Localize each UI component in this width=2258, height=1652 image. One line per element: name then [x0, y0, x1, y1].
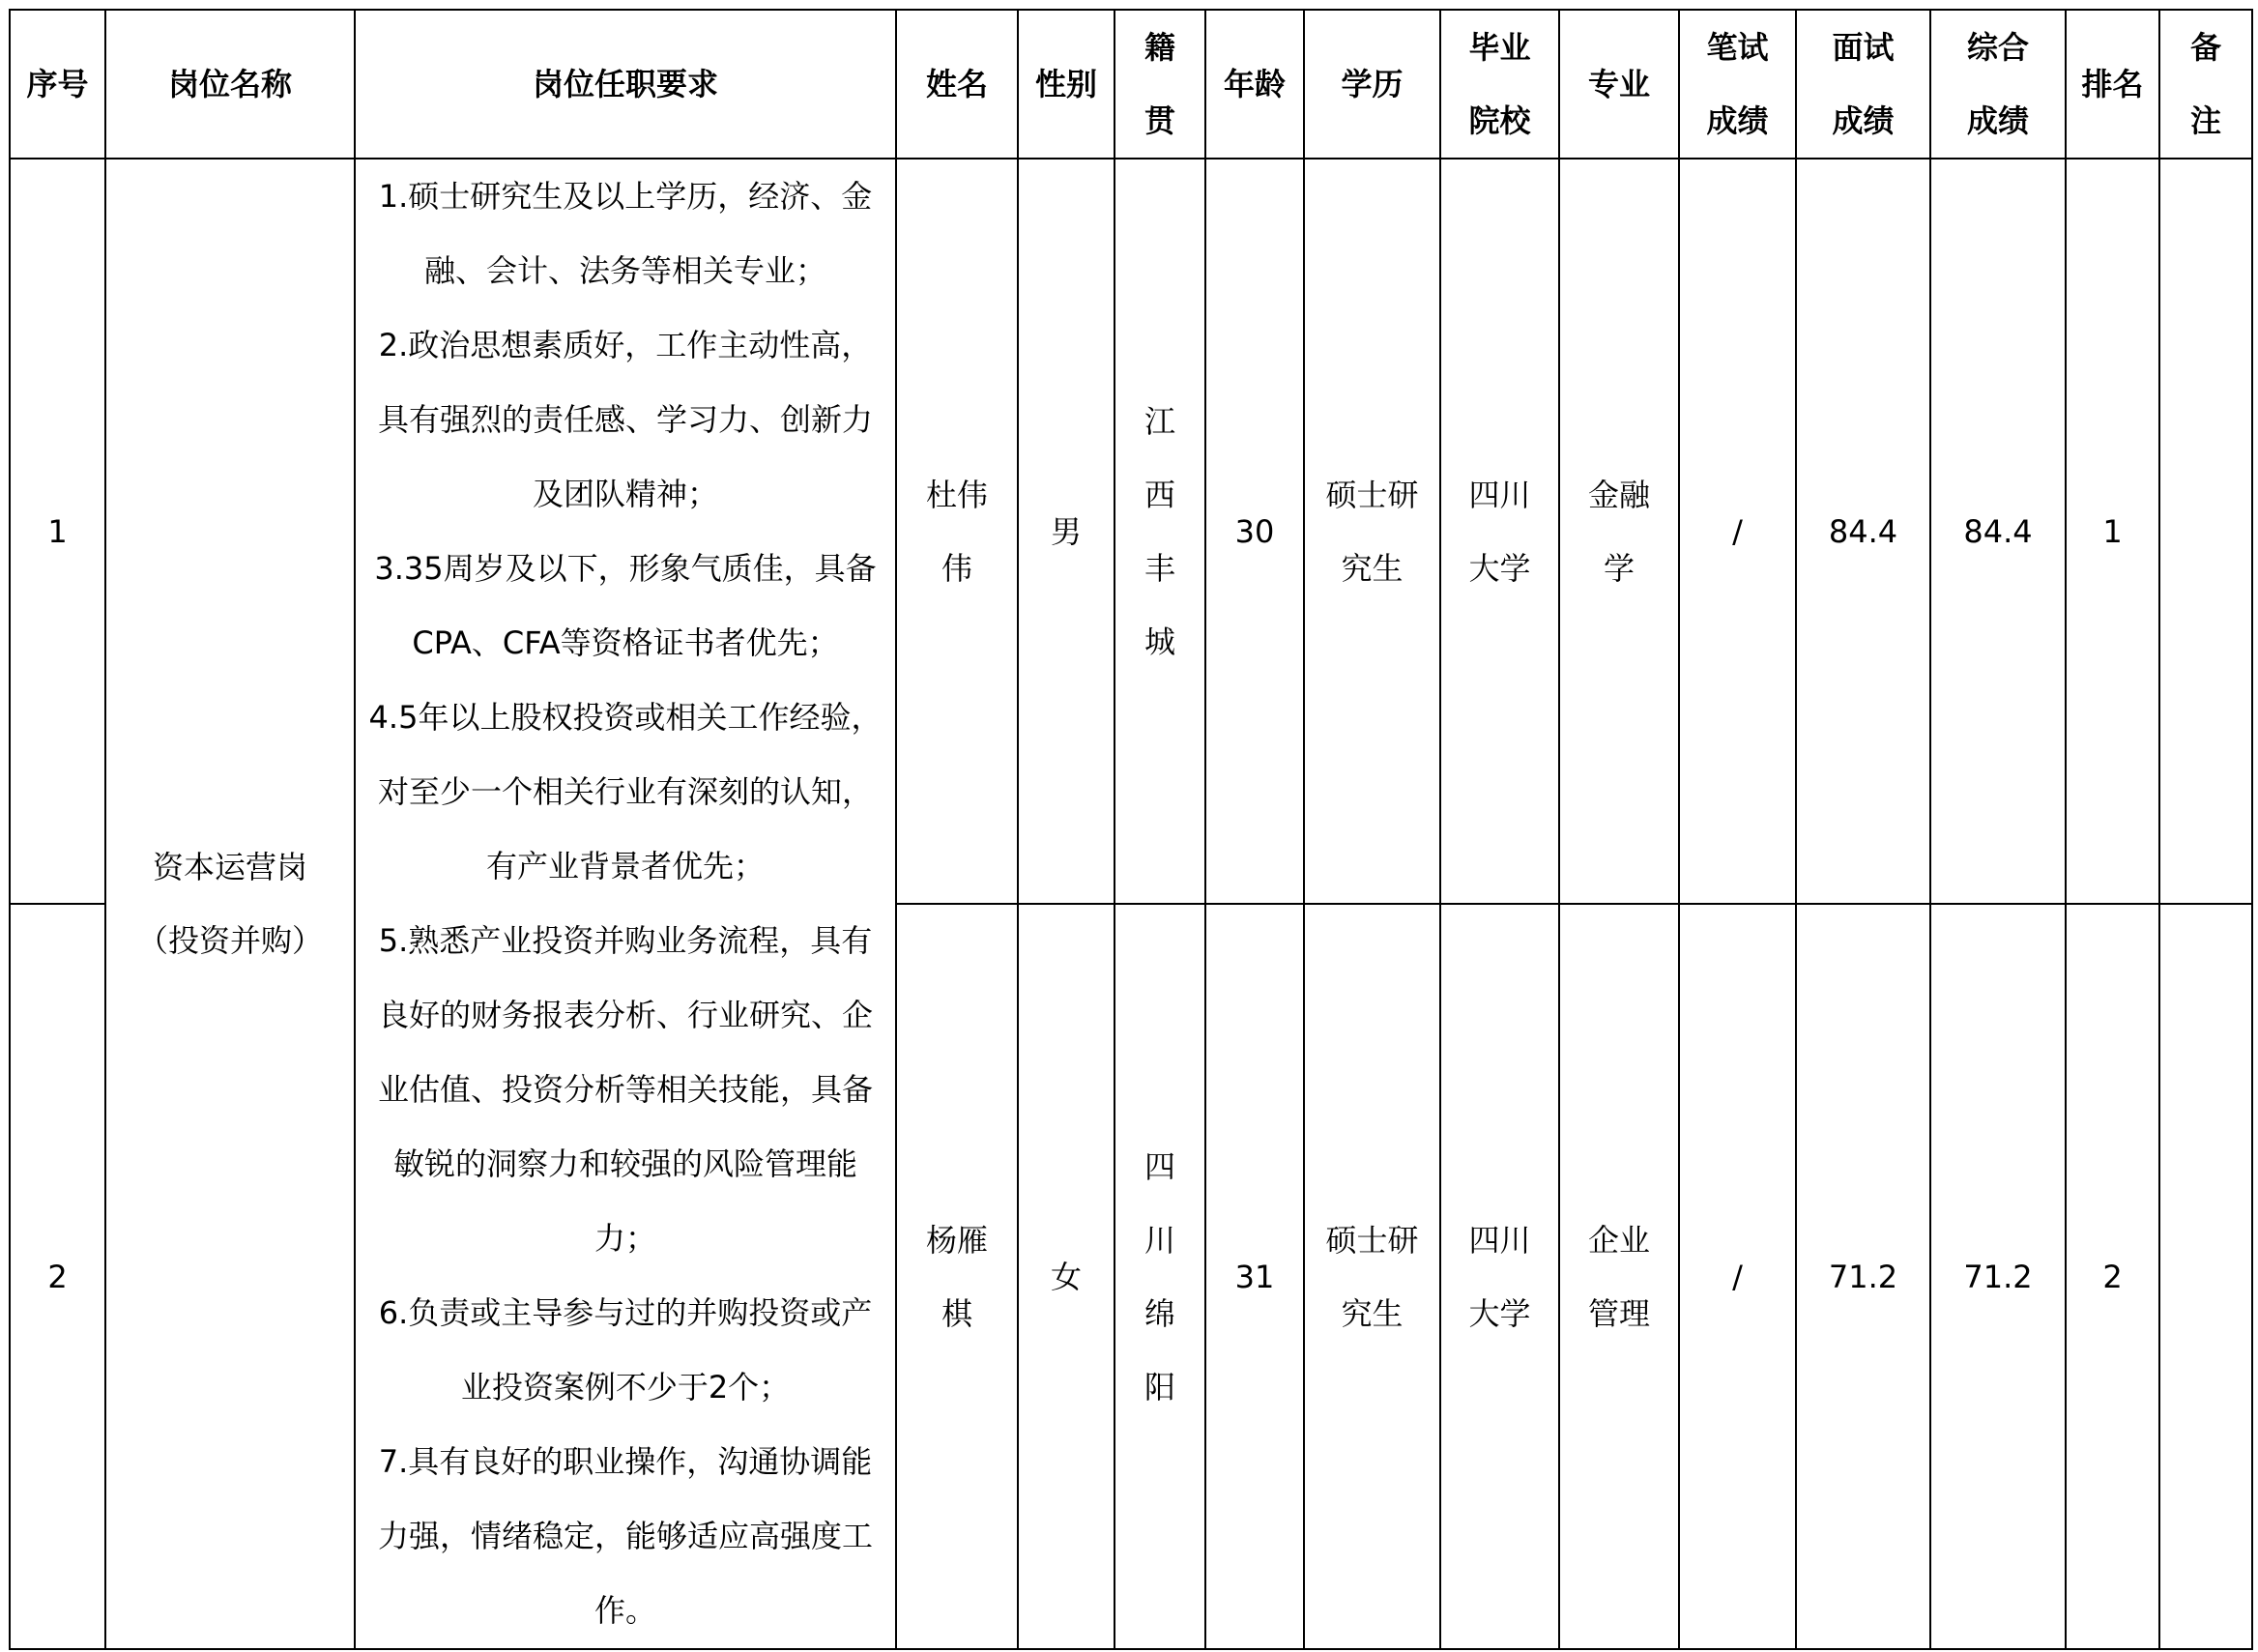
cell-school: 四川大学: [1440, 159, 1559, 904]
cell-written-score: /: [1679, 159, 1796, 904]
cell-remarks: [2159, 159, 2252, 904]
header-no: 序号: [10, 10, 105, 159]
requirement-line: CPA、CFA等资格证书者优先；: [412, 624, 839, 661]
header-name: 姓名: [896, 10, 1018, 159]
header-position: 岗位名称: [105, 10, 355, 159]
cell-rank: 1: [2066, 159, 2159, 904]
table-row: [10, 159, 2252, 904]
header-origin: 籍贯: [1115, 10, 1205, 159]
cell-school: 四川大学: [1440, 904, 1559, 1649]
cell-age: 30: [1205, 159, 1304, 904]
cell-name: 杨雁棋: [896, 904, 1018, 1649]
requirement-line: 力强，情绪稳定，能够适应高强度工: [377, 1518, 873, 1554]
requirement-line: 及团队精神；: [532, 476, 718, 512]
cell-education: 硕士研究生: [1304, 159, 1440, 904]
cell-overall-score: 71.2: [1930, 904, 2066, 1649]
requirement-line: 6.负责或主导参与过的并购投资或产: [378, 1294, 873, 1331]
header-age: 年龄: [1205, 10, 1304, 159]
cell-position: 资本运营岗（投资并购）: [105, 159, 355, 1649]
cell-gender: 男: [1018, 159, 1115, 904]
requirement-line: 业投资案例不少于2个；: [460, 1369, 791, 1406]
cell-name: 杜伟伟: [896, 159, 1018, 904]
header-overall-score: 综合成绩: [1930, 10, 2066, 159]
requirement-line: 有产业背景者优先；: [485, 848, 765, 884]
requirement-line: 作。: [593, 1592, 656, 1629]
cell-major: 企业管理: [1559, 904, 1679, 1649]
cell-education: 硕士研究生: [1304, 904, 1440, 1649]
cell-interview-score: 84.4: [1796, 159, 1930, 904]
cell-age: 31: [1205, 904, 1304, 1649]
requirement-line: 3.35周岁及以下，形象气质佳，具备: [374, 550, 877, 587]
requirement-line: 7.具有良好的职业操作，沟通协调能: [378, 1443, 873, 1480]
requirement-line: 4.5年以上股权投资或相关工作经验，: [368, 699, 883, 736]
cell-origin: 江西丰城: [1115, 159, 1205, 904]
requirement-line: 力；: [593, 1220, 656, 1257]
header-remarks: 备注: [2159, 10, 2252, 159]
requirement-line: 具有强烈的责任感、学习力、创新力: [377, 401, 873, 438]
header-rank: 排名: [2066, 10, 2159, 159]
requirement-line: 对至少一个相关行业有深刻的认知，: [377, 773, 873, 810]
cell-written-score: /: [1679, 904, 1796, 1649]
header-school: 毕业院校: [1440, 10, 1559, 159]
cell-rank: 2: [2066, 904, 2159, 1649]
cell-no: 1: [10, 159, 105, 904]
requirement-line: 2.政治思想素质好，工作主动性高，: [378, 327, 873, 363]
cell-gender: 女: [1018, 904, 1115, 1649]
header-requirements: 岗位任职要求: [355, 10, 896, 159]
header-written-score: 笔试成绩: [1679, 10, 1796, 159]
header-interview-score: 面试成绩: [1796, 10, 1930, 159]
results-table: [9, 9, 2253, 1650]
requirement-line: 5.熟悉产业投资并购业务流程，具有: [378, 922, 873, 959]
header-gender: 性别: [1018, 10, 1115, 159]
requirement-line: 良好的财务报表分析、行业研究、企: [377, 997, 873, 1033]
requirement-line: 业估值、投资分析等相关技能，具备: [377, 1071, 873, 1108]
cell-interview-score: 71.2: [1796, 904, 1930, 1649]
cell-overall-score: 84.4: [1930, 159, 2066, 904]
requirement-line: 敏锐的洞察力和较强的风险管理能: [392, 1145, 857, 1182]
cell-no: 2: [10, 904, 105, 1649]
requirement-line: 1.硕士研究生及以上学历，经济、金: [378, 178, 873, 215]
cell-major: 金融学: [1559, 159, 1679, 904]
header-row: [10, 10, 2252, 159]
header-major: 专业: [1559, 10, 1679, 159]
requirement-line: 融、会计、法务等相关专业；: [423, 252, 826, 289]
cell-origin: 四川绵阳: [1115, 904, 1205, 1649]
cell-remarks: [2159, 904, 2252, 1649]
header-education: 学历: [1304, 10, 1440, 159]
cell-requirements: [355, 159, 896, 1649]
